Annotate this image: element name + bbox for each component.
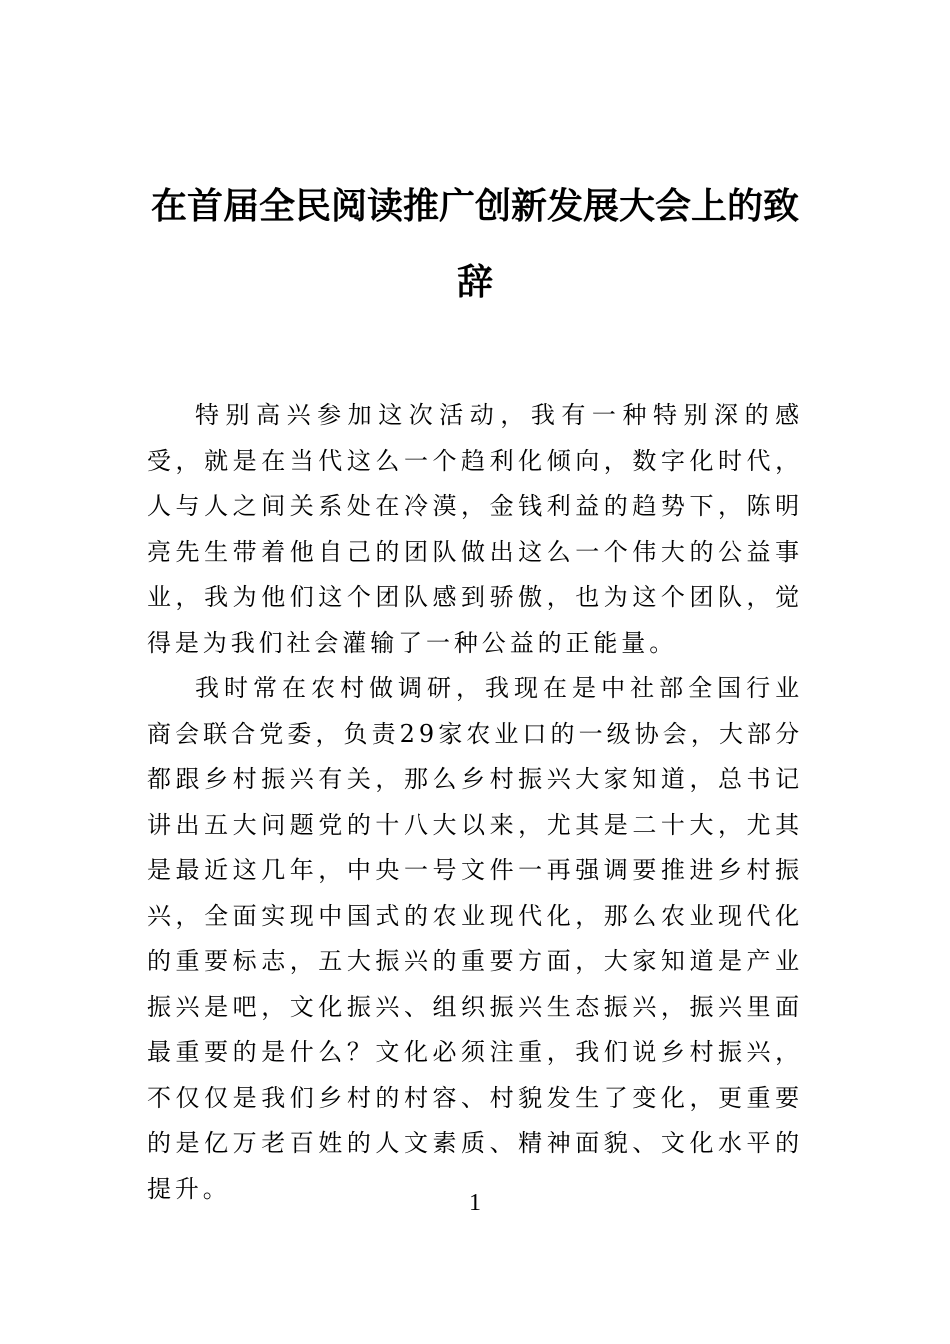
document-title: 在首届全民阅读推广创新发展大会上的致辞: [150, 185, 799, 303]
document-body: [147, 393, 803, 1212]
page-number: 1: [469, 1190, 481, 1216]
paragraph-2: 我时常在农村做调研，我现在是中社部全国行业商会联合党委，负责29家农业口的一级协会，大部分都跟乡村振兴有关，那么乡村振兴大家知道，总书记讲出五大问题党的十八大以来，尤其是二十大，尤其是最近这几年，中央一号文件一再强调要推进乡村振兴，全面实现中国式的农业现代化，那么农业现代化的重要标志，五大振兴的重要方面，大家知道是产业振兴是吧，文化振兴、组织振兴生态振兴，振兴里面最重要的是什么？文化必须注重，我们说乡村振兴，不仅仅是我们乡村的村容、村貌发生了变化，更重要的是亿万老百姓的人文素质、精神面貌、文化水平的提升。: [147, 674, 803, 1203]
paragraph-1: 特别高兴参加这次活动，我有一种特别深的感受，就是在当代这么一个趋利化倾向，数字化时代，人与人之间关系处在冷漠，金钱利益的趋势下，陈明亮先生带着他自己的团队做出这么一个伟大的公益事业，我为他们这个团队感到骄傲，也为这个团队，觉得是为我们社会灌输了一种公益的正能量。: [147, 401, 803, 657]
